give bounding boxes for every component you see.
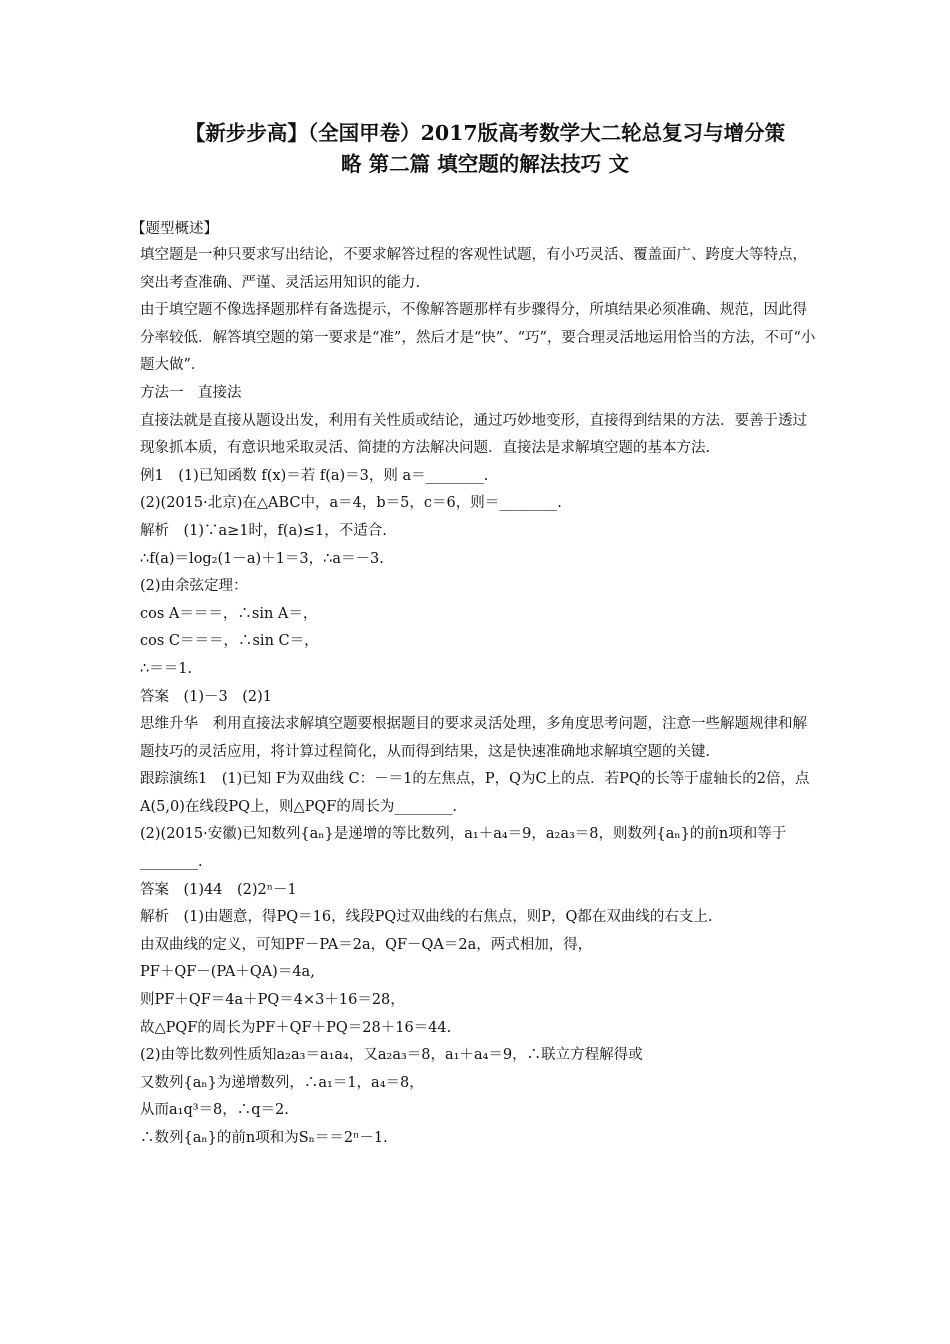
answer-1: 答案 (1)－3 (2)1 xyxy=(140,688,273,705)
solution-line-4: cos A＝＝＝，∴sin A＝， xyxy=(140,605,318,622)
solution-line-2: ∴f(a)＝log₂(1－a)＋1＝3，∴a＝－3. xyxy=(140,550,384,567)
solution-line-5: cos C＝＝＝，∴sin C＝， xyxy=(140,633,319,650)
example-1-part-2: (2)(2015·北京)在△ABC中，a＝4，b＝5，c＝6，则＝________. xyxy=(140,495,562,512)
analysis-line-1: 解析 (1)由题意，得PQ＝16，线段PQ过双曲线的右焦点，则P，Q都在双曲线的右支上. xyxy=(140,909,713,926)
answer-2: 答案 (1)44 (2)2ⁿ－1 xyxy=(140,881,297,898)
document-body xyxy=(140,242,820,1153)
practice-1-part-1: 跟踪演练1 (1)已知 F为双曲线 C：－＝1的左焦点，P，Q为C上的点．若PQ的长等于虚轴长的2倍，点A(5,0)在线段PQ上，则△PQF的周长为________. xyxy=(140,771,810,815)
title-line-1: 【新步步高】（全国甲卷）2017版高考数学大二轮总复习与增分策 xyxy=(184,121,786,145)
analysis-line-2: 由双曲线的定义，可知PF－PA＝2a，QF－QA＝2a，两式相加，得， xyxy=(140,936,593,953)
method-heading: 方法一 直接法 xyxy=(140,384,242,401)
solution-line-3: (2)由余弦定理： xyxy=(140,578,248,595)
paragraph-overview-2: 由于填空题不像选择题那样有备选提示，不像解答题那样有步骤得分，所填结果必须准确、规范，因此得分率较低．解答填空题的第一要求是“准”，然后才是“快”、“巧”，要合理灵活地运用恰当的方法，不可“小题大做”． xyxy=(140,302,816,374)
analysis-line-6: (2)由等比数列性质知a₂a₃＝a₁a₄，又a₂a₃＝8，a₁＋a₄＝9，∴联立方程解得或 xyxy=(140,1047,643,1064)
paragraph-method-desc: 直接法就是直接从题设出发，利用有关性质或结论，通过巧妙地变形，直接得到结果的方法．要善于透过现象抓本质，有意识地采取灵活、简捷的方法解决问题．直接法是求解填空题的基本方法. xyxy=(140,412,807,457)
paragraph-overview-1: 填空题是一种只要求写出结论，不要求解答过程的客观性试题，有小巧灵活、覆盖面广、跨度大等特点，突出考查准确、严谨、灵活运用知识的能力. xyxy=(140,247,807,291)
analysis-line-3: PF＋QF－(PA＋QA)＝4a, xyxy=(140,964,315,981)
document-title xyxy=(128,118,842,180)
section-heading: 【题型概述】 xyxy=(131,221,218,237)
example-1-part-1: 例1 (1)已知函数 f(x)＝若 f(a)＝3，则 a＝________. xyxy=(140,467,489,484)
analysis-line-9: ∴数列{aₙ}的前n项和为Sₙ＝＝2ⁿ－1. xyxy=(140,1130,388,1146)
solution-line-6: ∴＝＝1. xyxy=(140,660,193,677)
practice-1-part-2: (2)(2015·安徽)已知数列{aₙ}是递增的等比数列，a₁＋a₄＝9，a₂a₃＝8，则数列{aₙ}的前n项和等于________. xyxy=(140,826,787,871)
analysis-line-7: 又数列{aₙ}为递增数列，∴a₁＝1，a₄＝8， xyxy=(140,1074,424,1091)
analysis-line-8: 从而a₁q³＝8，∴q＝2. xyxy=(140,1102,289,1119)
analysis-line-5: 故△PQF的周长为PF＋QF＋PQ＝28＋16＝44. xyxy=(140,1019,452,1036)
analysis-line-4: 则PF＋QF＝4a＋PQ＝4×3＋16＝28， xyxy=(140,992,405,1009)
title-line-2: 略 第二篇 填空题的解法技巧 文 xyxy=(341,152,629,176)
paragraph-insight: 思维升华 利用直接法求解填空题要根据题目的要求灵活处理，多角度思考问题，注意一些解题规律和解题技巧的灵活应用，将计算过程简化，从而得到结果，这是快速准确地求解填空题的关键. xyxy=(140,716,807,760)
solution-line-1: 解析 (1)∵a≥1时，f(a)≤1，不适合. xyxy=(140,522,387,539)
